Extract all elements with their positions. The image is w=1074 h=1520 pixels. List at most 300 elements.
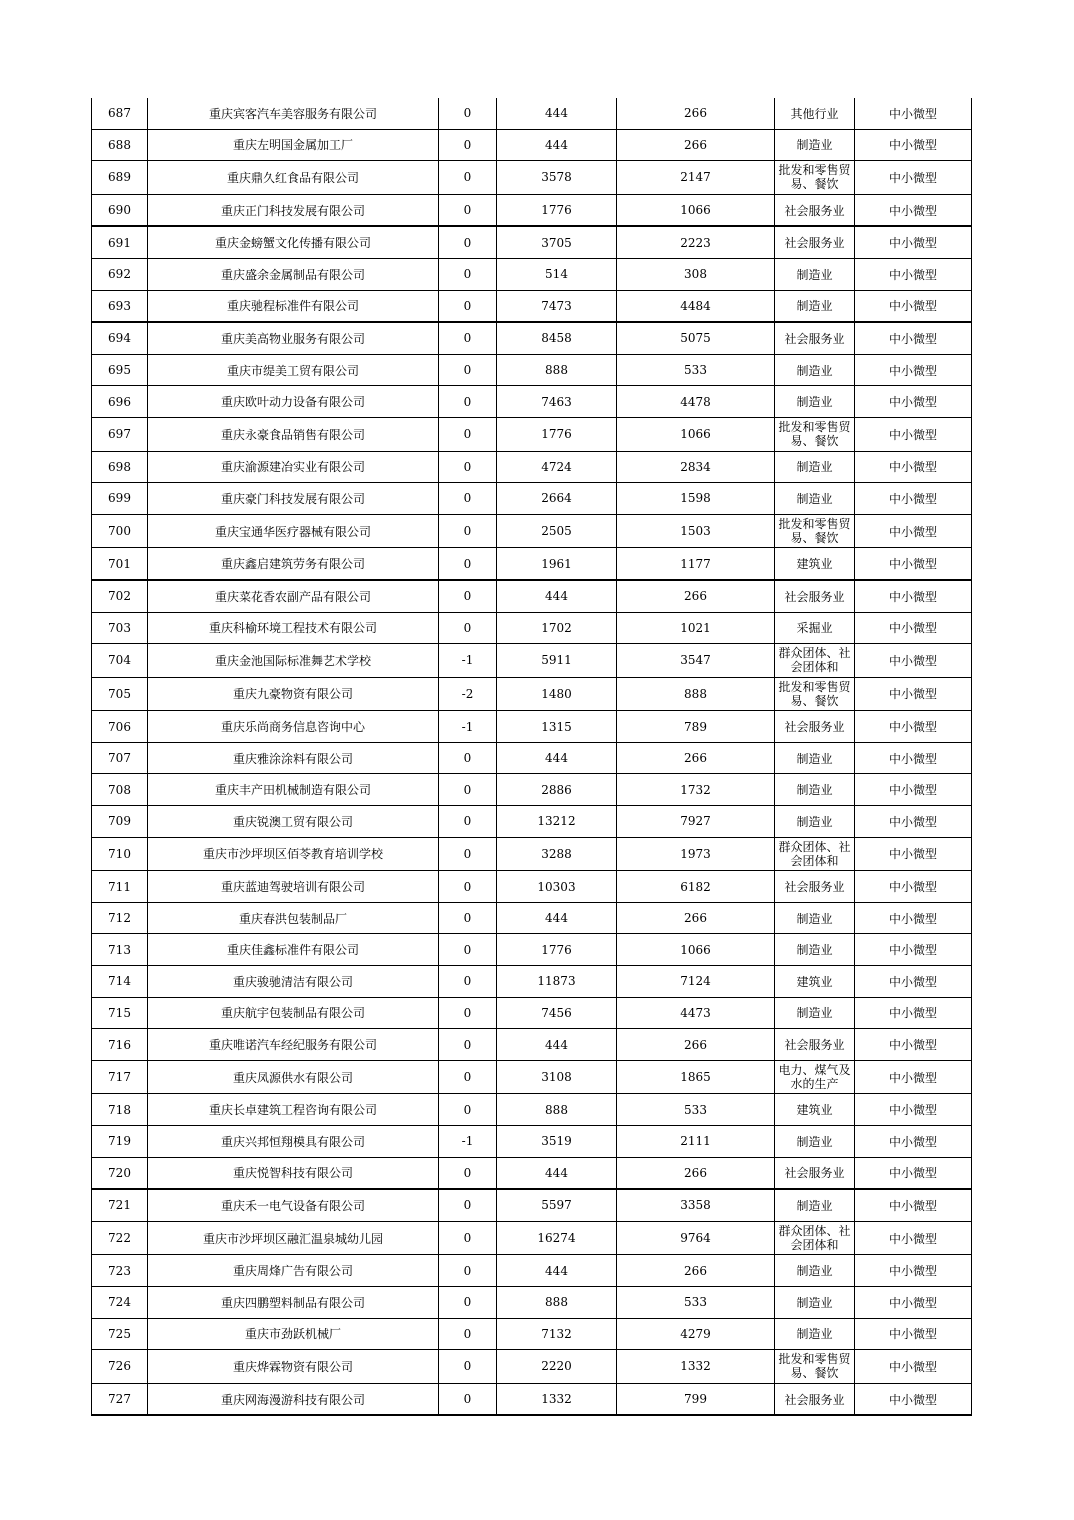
value-1: 0 xyxy=(439,902,497,934)
value-2: 1332 xyxy=(497,1383,617,1415)
table-row xyxy=(92,644,972,678)
value-1: 0 xyxy=(439,966,497,998)
value-1: 0 xyxy=(439,417,497,451)
value-3: 4473 xyxy=(617,997,775,1029)
row-number: 690 xyxy=(92,194,148,226)
company-name: 重庆蓝迪驾驶培训有限公司 xyxy=(148,871,439,903)
value-3: 4478 xyxy=(617,386,775,418)
value-3: 266 xyxy=(617,1157,775,1189)
value-1: 0 xyxy=(439,1318,497,1350)
value-2: 7456 xyxy=(497,997,617,1029)
company-name: 重庆永豪食品销售有限公司 xyxy=(148,417,439,451)
value-1: 0 xyxy=(439,258,497,290)
industry: 制造业 xyxy=(775,258,855,290)
table-row xyxy=(92,1286,972,1318)
value-2: 3108 xyxy=(497,1060,617,1094)
row-number: 695 xyxy=(92,354,148,386)
value-2: 444 xyxy=(497,129,617,161)
enterprise-type: 中小微型 xyxy=(855,997,972,1029)
enterprise-type: 中小微型 xyxy=(855,644,972,678)
value-1: -1 xyxy=(439,1126,497,1158)
table-row xyxy=(92,1126,972,1158)
table-row xyxy=(92,1060,972,1094)
company-name: 重庆佳鑫标准件有限公司 xyxy=(148,934,439,966)
enterprise-type: 中小微型 xyxy=(855,354,972,386)
company-table xyxy=(91,98,972,1416)
row-number: 723 xyxy=(92,1255,148,1287)
value-2: 2886 xyxy=(497,774,617,806)
enterprise-type: 中小微型 xyxy=(855,98,972,129)
value-1: 0 xyxy=(439,194,497,226)
industry: 采掘业 xyxy=(775,612,855,644)
value-1: 0 xyxy=(439,612,497,644)
value-2: 3578 xyxy=(497,161,617,195)
table-row xyxy=(92,129,972,161)
company-name: 重庆鑫启建筑劳务有限公司 xyxy=(148,548,439,580)
value-3: 533 xyxy=(617,354,775,386)
industry: 制造业 xyxy=(775,742,855,774)
row-number: 724 xyxy=(92,1286,148,1318)
table-row xyxy=(92,386,972,418)
industry: 制造业 xyxy=(775,451,855,483)
company-name: 重庆渝源建冶实业有限公司 xyxy=(148,451,439,483)
value-2: 1776 xyxy=(497,194,617,226)
value-1: 0 xyxy=(439,871,497,903)
row-number: 703 xyxy=(92,612,148,644)
row-number: 699 xyxy=(92,483,148,515)
industry: 制造业 xyxy=(775,354,855,386)
enterprise-type: 中小微型 xyxy=(855,580,972,612)
company-name: 重庆乐尚商务信息咨询中心 xyxy=(148,711,439,743)
value-3: 3358 xyxy=(617,1189,775,1221)
industry: 制造业 xyxy=(775,1255,855,1287)
table-row xyxy=(92,997,972,1029)
industry: 制造业 xyxy=(775,806,855,838)
row-number: 694 xyxy=(92,322,148,354)
enterprise-type: 中小微型 xyxy=(855,742,972,774)
company-name: 重庆美高物业服务有限公司 xyxy=(148,322,439,354)
table-row xyxy=(92,742,972,774)
company-name: 重庆豪门科技发展有限公司 xyxy=(148,483,439,515)
enterprise-type: 中小微型 xyxy=(855,258,972,290)
industry-text: 批发和零售贸易、餐饮 xyxy=(778,163,851,192)
company-name: 重庆四鹏塑料制品有限公司 xyxy=(148,1286,439,1318)
enterprise-type: 中小微型 xyxy=(855,966,972,998)
value-2: 444 xyxy=(497,580,617,612)
value-3: 2111 xyxy=(617,1126,775,1158)
row-number: 726 xyxy=(92,1350,148,1384)
row-number: 693 xyxy=(92,290,148,322)
value-1: 0 xyxy=(439,354,497,386)
row-number: 720 xyxy=(92,1157,148,1189)
value-1: 0 xyxy=(439,548,497,580)
enterprise-type: 中小微型 xyxy=(855,322,972,354)
company-name: 重庆悦智科技有限公司 xyxy=(148,1157,439,1189)
value-3: 888 xyxy=(617,677,775,711)
company-name: 重庆宾客汽车美容服务有限公司 xyxy=(148,98,439,129)
table-row xyxy=(92,548,972,580)
industry xyxy=(775,417,855,451)
company-name: 重庆雅涂涂料有限公司 xyxy=(148,742,439,774)
value-2: 1961 xyxy=(497,548,617,580)
table-row xyxy=(92,194,972,226)
company-name: 重庆宝通华医疗器械有限公司 xyxy=(148,514,439,548)
row-number: 696 xyxy=(92,386,148,418)
value-1: 0 xyxy=(439,580,497,612)
row-number: 715 xyxy=(92,997,148,1029)
industry: 社会服务业 xyxy=(775,226,855,258)
enterprise-type: 中小微型 xyxy=(855,774,972,806)
industry xyxy=(775,1350,855,1384)
value-1: 0 xyxy=(439,1029,497,1061)
industry: 社会服务业 xyxy=(775,580,855,612)
table-row xyxy=(92,161,972,195)
industry xyxy=(775,644,855,678)
table-row xyxy=(92,711,972,743)
value-3: 266 xyxy=(617,98,775,129)
value-3: 266 xyxy=(617,1029,775,1061)
value-1: -2 xyxy=(439,677,497,711)
value-3: 3547 xyxy=(617,644,775,678)
value-3: 2834 xyxy=(617,451,775,483)
value-2: 444 xyxy=(497,742,617,774)
industry: 制造业 xyxy=(775,1189,855,1221)
value-2: 444 xyxy=(497,902,617,934)
table-row xyxy=(92,774,972,806)
table-row xyxy=(92,451,972,483)
table-row xyxy=(92,1350,972,1384)
industry-text: 批发和零售贸易、餐饮 xyxy=(778,679,851,708)
industry: 社会服务业 xyxy=(775,711,855,743)
value-2: 13212 xyxy=(497,806,617,838)
company-name: 重庆长卓建筑工程咨询有限公司 xyxy=(148,1094,439,1126)
company-name: 重庆市劲跃机械厂 xyxy=(148,1318,439,1350)
row-number: 687 xyxy=(92,98,148,129)
value-2: 2505 xyxy=(497,514,617,548)
value-1: 0 xyxy=(439,1221,497,1255)
value-2: 5911 xyxy=(497,644,617,678)
value-2: 7132 xyxy=(497,1318,617,1350)
industry: 社会服务业 xyxy=(775,1157,855,1189)
value-3: 1865 xyxy=(617,1060,775,1094)
value-2: 444 xyxy=(497,1157,617,1189)
company-name: 重庆金池国际标准舞艺术学校 xyxy=(148,644,439,678)
enterprise-type: 中小微型 xyxy=(855,1318,972,1350)
value-3: 266 xyxy=(617,902,775,934)
value-1: 0 xyxy=(439,1060,497,1094)
value-3: 7124 xyxy=(617,966,775,998)
industry-text: 群众团体、社会团体和 xyxy=(778,839,851,868)
row-number: 702 xyxy=(92,580,148,612)
value-3: 1598 xyxy=(617,483,775,515)
industry: 制造业 xyxy=(775,934,855,966)
value-2: 888 xyxy=(497,354,617,386)
enterprise-type: 中小微型 xyxy=(855,1350,972,1384)
row-number: 706 xyxy=(92,711,148,743)
enterprise-type: 中小微型 xyxy=(855,1189,972,1221)
industry: 建筑业 xyxy=(775,1094,855,1126)
value-2: 5597 xyxy=(497,1189,617,1221)
value-1: 0 xyxy=(439,1383,497,1415)
value-3: 5075 xyxy=(617,322,775,354)
value-3: 1332 xyxy=(617,1350,775,1384)
company-name: 重庆唯诺汽车经纪服务有限公司 xyxy=(148,1029,439,1061)
value-1: 0 xyxy=(439,1286,497,1318)
row-number: 692 xyxy=(92,258,148,290)
value-1: 0 xyxy=(439,837,497,871)
company-name: 重庆航宇包装制品有限公司 xyxy=(148,997,439,1029)
company-name: 重庆正门科技发展有限公司 xyxy=(148,194,439,226)
industry-text: 批发和零售贸易、餐饮 xyxy=(778,1352,851,1381)
industry xyxy=(775,1221,855,1255)
industry xyxy=(775,837,855,871)
enterprise-type: 中小微型 xyxy=(855,837,972,871)
row-number: 725 xyxy=(92,1318,148,1350)
value-3: 9764 xyxy=(617,1221,775,1255)
enterprise-type: 中小微型 xyxy=(855,902,972,934)
enterprise-type: 中小微型 xyxy=(855,1221,972,1255)
row-number: 722 xyxy=(92,1221,148,1255)
company-name: 重庆凤源供水有限公司 xyxy=(148,1060,439,1094)
industry xyxy=(775,514,855,548)
table-row xyxy=(92,1157,972,1189)
value-2: 11873 xyxy=(497,966,617,998)
value-2: 10303 xyxy=(497,871,617,903)
value-2: 514 xyxy=(497,258,617,290)
company-name: 重庆左明国金属加工厂 xyxy=(148,129,439,161)
company-name: 重庆周烽广告有限公司 xyxy=(148,1255,439,1287)
industry: 社会服务业 xyxy=(775,1383,855,1415)
value-1: -1 xyxy=(439,711,497,743)
table-row xyxy=(92,871,972,903)
value-3: 7927 xyxy=(617,806,775,838)
table-row xyxy=(92,483,972,515)
value-3: 266 xyxy=(617,742,775,774)
value-3: 2147 xyxy=(617,161,775,195)
industry: 社会服务业 xyxy=(775,871,855,903)
table-row xyxy=(92,354,972,386)
row-number: 697 xyxy=(92,417,148,451)
company-name: 重庆市缇美工贸有限公司 xyxy=(148,354,439,386)
enterprise-type: 中小微型 xyxy=(855,711,972,743)
company-name: 重庆九豪物资有限公司 xyxy=(148,677,439,711)
row-number: 709 xyxy=(92,806,148,838)
value-3: 1973 xyxy=(617,837,775,871)
value-3: 533 xyxy=(617,1094,775,1126)
industry: 制造业 xyxy=(775,774,855,806)
value-3: 2223 xyxy=(617,226,775,258)
value-2: 1315 xyxy=(497,711,617,743)
table-row xyxy=(92,612,972,644)
industry: 制造业 xyxy=(775,1286,855,1318)
value-2: 1702 xyxy=(497,612,617,644)
enterprise-type: 中小微型 xyxy=(855,548,972,580)
value-1: -1 xyxy=(439,644,497,678)
industry: 制造业 xyxy=(775,386,855,418)
value-1: 0 xyxy=(439,1255,497,1287)
industry xyxy=(775,677,855,711)
value-3: 799 xyxy=(617,1383,775,1415)
enterprise-type: 中小微型 xyxy=(855,806,972,838)
company-name: 重庆科榆环境工程技术有限公司 xyxy=(148,612,439,644)
row-number: 688 xyxy=(92,129,148,161)
value-1: 0 xyxy=(439,483,497,515)
value-2: 888 xyxy=(497,1094,617,1126)
value-3: 1177 xyxy=(617,548,775,580)
industry-text: 电力、煤气及水的生产 xyxy=(778,1062,851,1091)
enterprise-type: 中小微型 xyxy=(855,1029,972,1061)
value-2: 1776 xyxy=(497,934,617,966)
value-3: 533 xyxy=(617,1286,775,1318)
company-name: 重庆市沙坪坝区融汇温泉城幼儿园 xyxy=(148,1221,439,1255)
row-number: 707 xyxy=(92,742,148,774)
value-2: 2220 xyxy=(497,1350,617,1384)
company-name: 重庆烨霖物资有限公司 xyxy=(148,1350,439,1384)
company-name: 重庆春洪包装制品厂 xyxy=(148,902,439,934)
enterprise-type: 中小微型 xyxy=(855,386,972,418)
value-2: 3519 xyxy=(497,1126,617,1158)
table-row xyxy=(92,1029,972,1061)
row-number: 719 xyxy=(92,1126,148,1158)
value-2: 3705 xyxy=(497,226,617,258)
value-2: 1480 xyxy=(497,677,617,711)
table-row xyxy=(92,1318,972,1350)
table-row xyxy=(92,1189,972,1221)
value-1: 0 xyxy=(439,1350,497,1384)
company-name: 重庆市沙坪坝区佰苓教育培训学校 xyxy=(148,837,439,871)
enterprise-type: 中小微型 xyxy=(855,1157,972,1189)
industry-text: 批发和零售贸易、餐饮 xyxy=(778,516,851,545)
value-1: 0 xyxy=(439,322,497,354)
row-number: 701 xyxy=(92,548,148,580)
value-1: 0 xyxy=(439,129,497,161)
table-row xyxy=(92,580,972,612)
enterprise-type: 中小微型 xyxy=(855,451,972,483)
value-3: 266 xyxy=(617,580,775,612)
row-number: 727 xyxy=(92,1383,148,1415)
table-row xyxy=(92,290,972,322)
value-1: 0 xyxy=(439,98,497,129)
row-number: 698 xyxy=(92,451,148,483)
value-2: 444 xyxy=(497,1029,617,1061)
value-1: 0 xyxy=(439,386,497,418)
table-row xyxy=(92,902,972,934)
row-number: 704 xyxy=(92,644,148,678)
enterprise-type: 中小微型 xyxy=(855,194,972,226)
company-name: 重庆盛余金属制品有限公司 xyxy=(148,258,439,290)
row-number: 711 xyxy=(92,871,148,903)
row-number: 716 xyxy=(92,1029,148,1061)
enterprise-type: 中小微型 xyxy=(855,677,972,711)
value-3: 266 xyxy=(617,129,775,161)
value-1: 0 xyxy=(439,514,497,548)
industry-text: 群众团体、社会团体和 xyxy=(778,1223,851,1252)
table-row xyxy=(92,1255,972,1287)
value-1: 0 xyxy=(439,774,497,806)
enterprise-type: 中小微型 xyxy=(855,161,972,195)
industry: 制造业 xyxy=(775,483,855,515)
value-3: 266 xyxy=(617,1255,775,1287)
industry-text: 群众团体、社会团体和 xyxy=(778,646,851,675)
value-3: 1021 xyxy=(617,612,775,644)
company-name: 重庆金螃蟹文化传播有限公司 xyxy=(148,226,439,258)
industry: 社会服务业 xyxy=(775,1029,855,1061)
company-name: 重庆禾一电气设备有限公司 xyxy=(148,1189,439,1221)
enterprise-type: 中小微型 xyxy=(855,934,972,966)
value-1: 0 xyxy=(439,997,497,1029)
value-1: 0 xyxy=(439,161,497,195)
industry xyxy=(775,1060,855,1094)
value-2: 444 xyxy=(497,1255,617,1287)
industry: 制造业 xyxy=(775,1318,855,1350)
row-number: 717 xyxy=(92,1060,148,1094)
enterprise-type: 中小微型 xyxy=(855,612,972,644)
value-1: 0 xyxy=(439,806,497,838)
table-body xyxy=(92,98,972,1415)
industry-text: 批发和零售贸易、餐饮 xyxy=(778,419,851,448)
company-name: 重庆驰程标准件有限公司 xyxy=(148,290,439,322)
enterprise-type: 中小微型 xyxy=(855,1060,972,1094)
enterprise-type: 中小微型 xyxy=(855,1126,972,1158)
row-number: 689 xyxy=(92,161,148,195)
enterprise-type: 中小微型 xyxy=(855,871,972,903)
enterprise-type: 中小微型 xyxy=(855,129,972,161)
value-3: 1066 xyxy=(617,417,775,451)
table-row xyxy=(92,837,972,871)
value-3: 1732 xyxy=(617,774,775,806)
table-row xyxy=(92,514,972,548)
industry: 制造业 xyxy=(775,290,855,322)
industry: 社会服务业 xyxy=(775,322,855,354)
value-2: 4724 xyxy=(497,451,617,483)
enterprise-type: 中小微型 xyxy=(855,1255,972,1287)
enterprise-type: 中小微型 xyxy=(855,1094,972,1126)
table-row xyxy=(92,417,972,451)
table-row xyxy=(92,806,972,838)
company-name: 重庆菜花香农副产品有限公司 xyxy=(148,580,439,612)
industry: 制造业 xyxy=(775,902,855,934)
table-row xyxy=(92,677,972,711)
row-number: 700 xyxy=(92,514,148,548)
table-row xyxy=(92,258,972,290)
value-2: 7463 xyxy=(497,386,617,418)
industry: 社会服务业 xyxy=(775,194,855,226)
table-row xyxy=(92,226,972,258)
value-1: 0 xyxy=(439,451,497,483)
value-2: 1776 xyxy=(497,417,617,451)
row-number: 718 xyxy=(92,1094,148,1126)
row-number: 721 xyxy=(92,1189,148,1221)
value-3: 4484 xyxy=(617,290,775,322)
company-name: 重庆骏驰清洁有限公司 xyxy=(148,966,439,998)
value-3: 308 xyxy=(617,258,775,290)
company-name: 重庆鼎久红食品有限公司 xyxy=(148,161,439,195)
row-number: 713 xyxy=(92,934,148,966)
industry: 其他行业 xyxy=(775,98,855,129)
value-2: 7473 xyxy=(497,290,617,322)
value-1: 0 xyxy=(439,290,497,322)
value-2: 444 xyxy=(497,98,617,129)
value-1: 0 xyxy=(439,934,497,966)
table-row xyxy=(92,322,972,354)
enterprise-type: 中小微型 xyxy=(855,417,972,451)
value-2: 8458 xyxy=(497,322,617,354)
enterprise-type: 中小微型 xyxy=(855,226,972,258)
value-3: 789 xyxy=(617,711,775,743)
industry: 制造业 xyxy=(775,129,855,161)
value-1: 0 xyxy=(439,226,497,258)
enterprise-type: 中小微型 xyxy=(855,483,972,515)
